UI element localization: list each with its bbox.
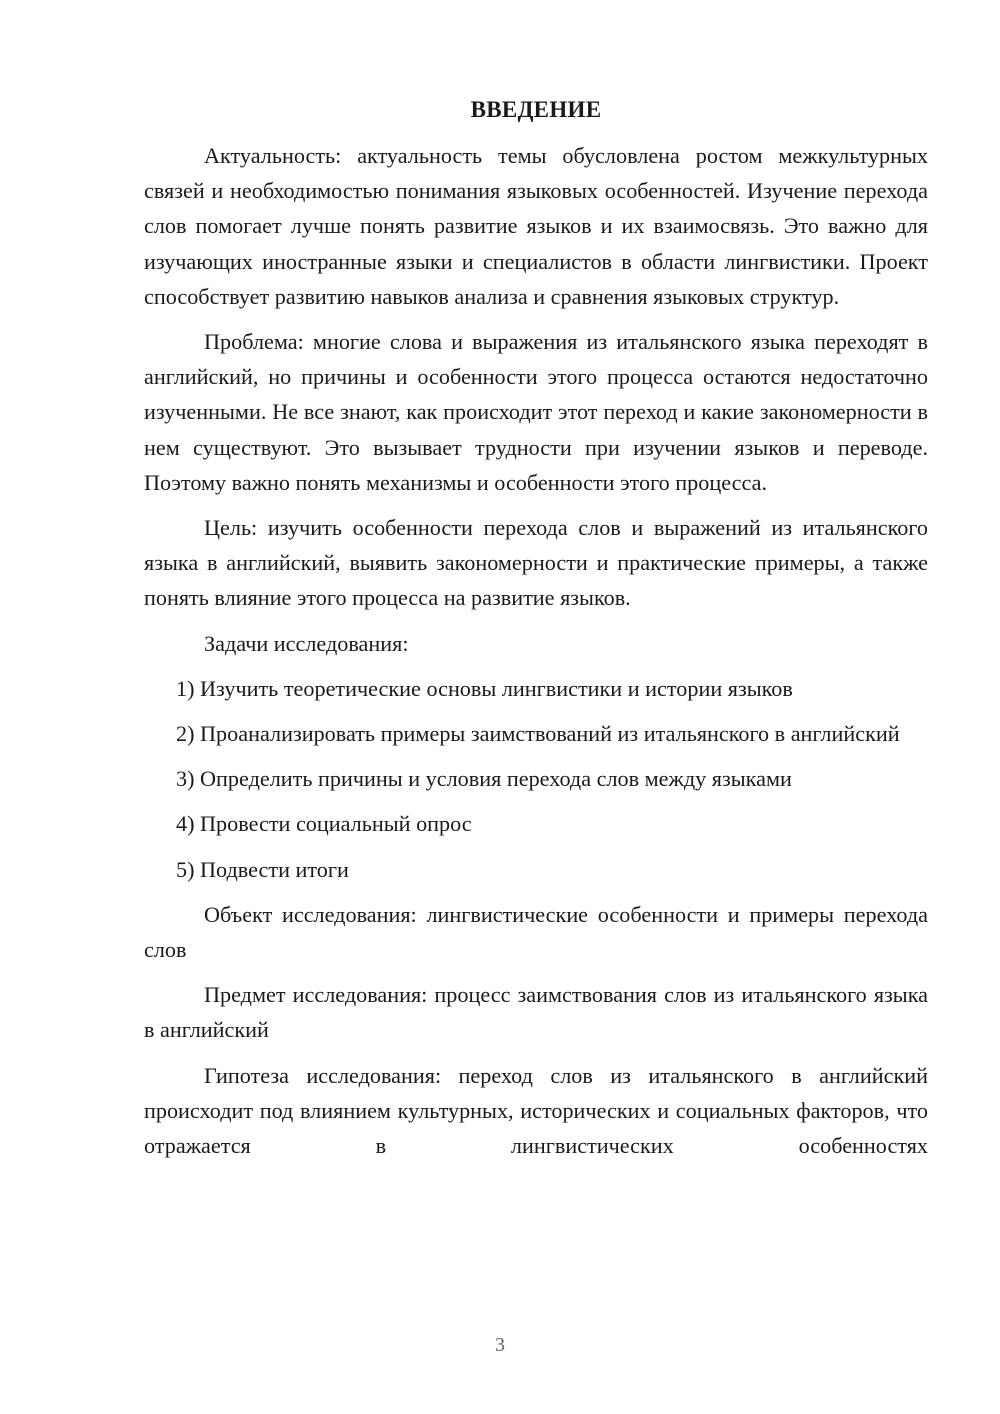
task-item-3: 3) Определить причины и условия перехода слов между языками [176, 766, 792, 792]
paragraph-problem: Проблема: многие слова и выражения из итальянского языка переходят в английский, но причины и особенности этого процесса остаются недостаточно изученными. Не все знают, как происходит этот переход и какие закономерности в нем существуют. Это вызывает трудности при изучении языков и переводе. Поэтому важно понять механизмы и особенности этого процесса. [144, 329, 928, 495]
paragraph-hypothesis: Гипотеза исследования: переход слов из итальянского в английский происходит под влиянием культурных, исторических и социальных факторов, что отражается в лингвистических особенностях [144, 1062, 928, 1159]
paragraph-tasks-intro: Задачи исследования: [204, 630, 409, 656]
task-item-2: 2) Проанализировать примеры заимствований из итальянского в английский [176, 721, 900, 747]
paragraph-object: Объект исследования: лингвистические особенности и примеры перехода слов [144, 901, 928, 963]
section-heading: ВВЕДЕНИЕ [470, 97, 602, 122]
paragraph-subject: Предмет исследования: процесс заимствования слов из итальянского языка в английский [144, 982, 928, 1043]
page-content [144, 94, 928, 1173]
paragraph-goal: Цель: изучить особенности перехода слов и выражений из итальянского языка в английский, выявить закономерности и практические примеры, а также понять влияние этого процесса на развитие языков. [144, 515, 928, 611]
page-number: 3 [495, 1334, 505, 1356]
task-item-5: 5) Подвести итоги [176, 856, 349, 882]
paragraph-relevance: Актуальность: актуальность темы обусловлена ростом межкультурных связей и необходимостью понимания языковых особенностей. Изучение перехода слов помогает лучше понять развитие языков и их взаимосвязь. Это важно для изучающих иностранные языки и специалистов в области лингвистики. Проект способствует развитию навыков анализа и сравнения языковых структур. [144, 143, 928, 309]
task-item-4: 4) Провести социальный опрос [176, 811, 472, 837]
task-item-1: 1) Изучить теоретические основы лингвистики и истории языков [176, 675, 793, 701]
